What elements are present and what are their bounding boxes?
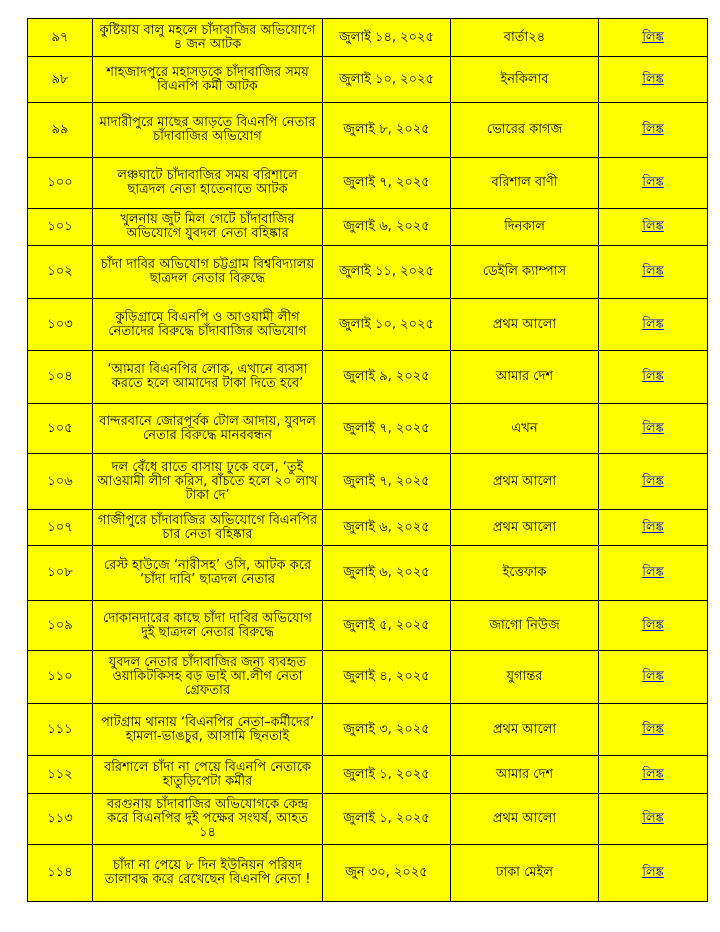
date-cell: জুলাই ৭, ২০২৫ xyxy=(323,454,451,510)
table-row xyxy=(28,756,708,794)
link-cell xyxy=(599,299,708,351)
table-row xyxy=(28,704,708,756)
source-cell: এখন xyxy=(451,404,599,454)
source-link[interactable]: লিঙ্ক xyxy=(642,71,664,87)
date-cell: জুলাই ৬, ২০২৫ xyxy=(323,510,451,546)
link-cell xyxy=(599,601,708,651)
source-link[interactable]: লিঙ্ক xyxy=(642,519,664,535)
link-cell xyxy=(599,546,708,601)
headline-cell: বরিশালে চাঁদা না পেয়ে বিএনপি নেতাকে হাতুড়িপেটা কর্মীর xyxy=(93,756,323,794)
source-cell: আমার দেশ xyxy=(451,756,599,794)
source-link[interactable]: লিঙ্ক xyxy=(642,175,664,190)
link-cell xyxy=(599,704,708,756)
source-cell: জাগো নিউজ xyxy=(451,601,599,651)
source-link[interactable]: লিঙ্ক xyxy=(642,766,664,782)
link-cell xyxy=(599,651,708,704)
serial-cell: ১০৫ xyxy=(28,404,93,454)
table-row xyxy=(28,158,708,209)
headline-cell: রেস্ট হাউজে ‘নারীসহ’ ওসি, আটক করে ‘চাঁদা দাবি’ ছাত্রদল নেতার xyxy=(93,546,323,601)
serial-cell: ১১০ xyxy=(28,651,93,704)
headline-cell: শাহজাদপুরে মহাসড়কে চাঁদাবাজির সময় বিএনপি কর্মী আটক xyxy=(93,57,323,103)
table-row xyxy=(28,601,708,651)
link-cell xyxy=(599,454,708,510)
link-cell xyxy=(599,351,708,404)
source-link[interactable]: লিঙ্ক xyxy=(642,721,664,737)
serial-cell: ১১২ xyxy=(28,756,93,794)
serial-cell: ১০৭ xyxy=(28,510,93,546)
date-cell: জুলাই ১০, ২০২৫ xyxy=(323,299,451,351)
serial-cell: ১১৩ xyxy=(28,794,93,845)
table-row xyxy=(28,209,708,246)
headline-cell: দোকানদারের কাছে চাঁদা দাবির অভিযোগ দুই ছাত্রদল নেতার বিরুদ্ধে xyxy=(93,601,323,651)
news-table xyxy=(27,18,708,902)
source-cell: ভোরের কাগজ xyxy=(451,103,599,158)
headline-cell: লঞ্চঘাটে চাঁদাবাজির সময় বরিশালে ছাত্রদল নেতা হাতেনাতে আটক xyxy=(93,158,323,209)
source-cell: প্রথম আলো xyxy=(451,454,599,510)
table-row xyxy=(28,546,708,601)
date-cell: জুলাই ৭, ২০২৫ xyxy=(323,158,451,209)
link-cell xyxy=(599,158,708,209)
date-cell: জুলাই ৭, ২০২৫ xyxy=(323,404,451,454)
source-link[interactable]: লিঙ্ক xyxy=(642,316,664,332)
headline-cell: কুড়িগ্রামে বিএনপি ও আওয়ামী লীগ নেতাদের বিরুদ্ধে চাঁদাবাজির অভিযোগ xyxy=(93,299,323,351)
table-row xyxy=(28,103,708,158)
table-row xyxy=(28,454,708,510)
table-row xyxy=(28,510,708,546)
headline-cell: চাঁদা না পেয়ে ৮ দিন ইউনিয়ন পরিষদ তালাবদ্ধ করে রেখেছেন বিএনপি নেতা ! xyxy=(93,845,323,902)
headline-cell: বরগুনায় চাঁদাবাজির অভিযোগকে কেন্দ্র করে বিএনপির দুই পক্ষের সংঘর্ষ, আহত ১৪ xyxy=(93,794,323,845)
link-cell xyxy=(599,103,708,158)
serial-cell: ১০৪ xyxy=(28,351,93,404)
table-row xyxy=(28,651,708,704)
date-cell: জুলাই ১, ২০২৫ xyxy=(323,794,451,845)
serial-cell: ১০৩ xyxy=(28,299,93,351)
date-cell: জুলাই ১১, ২০২৫ xyxy=(323,246,451,299)
serial-cell: ১০৬ xyxy=(28,454,93,510)
link-cell xyxy=(599,404,708,454)
headline-cell: ‘আমরা বিএনপির লোক, এখানে ব্যবসা করতে হলে আমাদের টাকা দিতে হবে’ xyxy=(93,351,323,404)
headline-cell: বান্দরবানে জোরপূর্বক টোল আদায়, যুবদল নেতার বিরুদ্ধে মানববন্ধন xyxy=(93,404,323,454)
date-cell: জুলাই ৫, ২০২৫ xyxy=(323,601,451,651)
source-link[interactable]: লিঙ্ক xyxy=(642,264,664,279)
headline-cell: খুলনায় জুট মিল গেটে চাঁদাবাজির অভিযোগে যুবদল নেতা বহিষ্কার xyxy=(93,209,323,246)
source-cell: প্রথম আলো xyxy=(451,704,599,756)
link-cell xyxy=(599,510,708,546)
table-row xyxy=(28,404,708,454)
source-link[interactable]: লিঙ্ক xyxy=(642,219,664,234)
source-link[interactable]: লিঙ্ক xyxy=(642,122,664,137)
serial-cell: ৯৭ xyxy=(28,19,93,57)
headline-cell: দল বেঁধে রাতে বাসায় ঢুকে বলে, ‘তুই আওয়ামী লীগ করিস, বাঁচতে হলে ২০ লাখ টাকা দে’ xyxy=(93,454,323,510)
link-cell xyxy=(599,756,708,794)
date-cell: জুলাই ৮, ২০২৫ xyxy=(323,103,451,158)
headline-cell: যুবদল নেতার চাঁদাবাজির জন্য ব্যবহৃত ওয়াকিটকিসহ বড় ভাই আ.লীগ নেতা গ্রেফতার xyxy=(93,651,323,704)
link-cell xyxy=(599,19,708,57)
table-row xyxy=(28,246,708,299)
serial-cell: ১০২ xyxy=(28,246,93,299)
source-link[interactable]: লিঙ্ক xyxy=(642,811,664,826)
source-link[interactable]: লিঙ্ক xyxy=(642,617,664,633)
date-cell: জুন ৩০, ২০২৫ xyxy=(323,845,451,902)
source-cell: ডেইলি ক্যাম্পাস xyxy=(451,246,599,299)
source-cell: বরিশাল বাণী xyxy=(451,158,599,209)
table-row xyxy=(28,351,708,404)
link-cell xyxy=(599,57,708,103)
source-cell: যুগান্তর xyxy=(451,651,599,704)
source-cell: ইনকিলাব xyxy=(451,57,599,103)
table-row xyxy=(28,845,708,902)
serial-cell: ১০৯ xyxy=(28,601,93,651)
source-link[interactable]: লিঙ্ক xyxy=(642,369,664,384)
serial-cell: ১১৪ xyxy=(28,845,93,902)
source-cell: প্রথম আলো xyxy=(451,299,599,351)
serial-cell: ১১১ xyxy=(28,704,93,756)
serial-cell: ১০৮ xyxy=(28,546,93,601)
date-cell: জুলাই ১, ২০২৫ xyxy=(323,756,451,794)
date-cell: জুলাই ৬, ২০২৫ xyxy=(323,546,451,601)
source-link[interactable]: লিঙ্ক xyxy=(642,29,664,45)
date-cell: জুলাই ৩, ২০২৫ xyxy=(323,704,451,756)
serial-cell: ১০০ xyxy=(28,158,93,209)
link-cell xyxy=(599,794,708,845)
table-row xyxy=(28,794,708,845)
link-cell xyxy=(599,246,708,299)
source-link[interactable]: লিঙ্ক xyxy=(642,473,664,489)
headline-cell: কুষ্টিয়ায় বালু মহলে চাঁদাবাজির অভিযোগে ৪ জন আটক xyxy=(93,19,323,57)
source-cell: প্রথম আলো xyxy=(451,510,599,546)
source-cell: দিনকাল xyxy=(451,209,599,246)
source-cell: প্রথম আলো xyxy=(451,794,599,845)
serial-cell: ৯৮ xyxy=(28,57,93,103)
headline-cell: পাটগ্রাম থানায় ‘বিএনপির নেতা–কর্মীদের’ হামলা-ভাঙচুর, আসামি ছিনতাই xyxy=(93,704,323,756)
table-row xyxy=(28,57,708,103)
source-link[interactable]: লিঙ্ক xyxy=(642,565,664,580)
headline-cell: গাজীপুরে চাঁদাবাজির অভিযোগে বিএনপির চার নেতা বহিষ্কার xyxy=(93,510,323,546)
serial-cell: ৯৯ xyxy=(28,103,93,158)
date-cell: জুলাই ৪, ২০২৫ xyxy=(323,651,451,704)
source-cell: ঢাকা মেইল xyxy=(451,845,599,902)
table-row xyxy=(28,299,708,351)
date-cell: জুলাই ১০, ২০২৫ xyxy=(323,57,451,103)
source-link[interactable]: লিঙ্ক xyxy=(642,669,664,684)
source-cell: আমার দেশ xyxy=(451,351,599,404)
date-cell: জুলাই ৯, ২০২৫ xyxy=(323,351,451,404)
date-cell: জুলাই ৬, ২০২৫ xyxy=(323,209,451,246)
link-cell xyxy=(599,209,708,246)
date-cell: জুলাই ১৪, ২০২৫ xyxy=(323,19,451,57)
headline-cell: চাঁদা দাবির অভিযোগ চট্টগ্রাম বিশ্ববিদ্যালয় ছাত্রদল নেতার বিরুদ্ধে xyxy=(93,246,323,299)
serial-cell: ১০১ xyxy=(28,209,93,246)
table-row xyxy=(28,19,708,57)
source-cell: বার্তা২৪ xyxy=(451,19,599,57)
source-cell: ইত্তেফাক xyxy=(451,546,599,601)
source-link[interactable]: লিঙ্ক xyxy=(642,420,664,436)
source-link[interactable]: লিঙ্ক xyxy=(642,865,664,880)
link-cell xyxy=(599,845,708,902)
headline-cell: মাদারীপুরে মাছের আড়তে বিএনপি নেতার চাঁদাবাজির অভিযোগ xyxy=(93,103,323,158)
